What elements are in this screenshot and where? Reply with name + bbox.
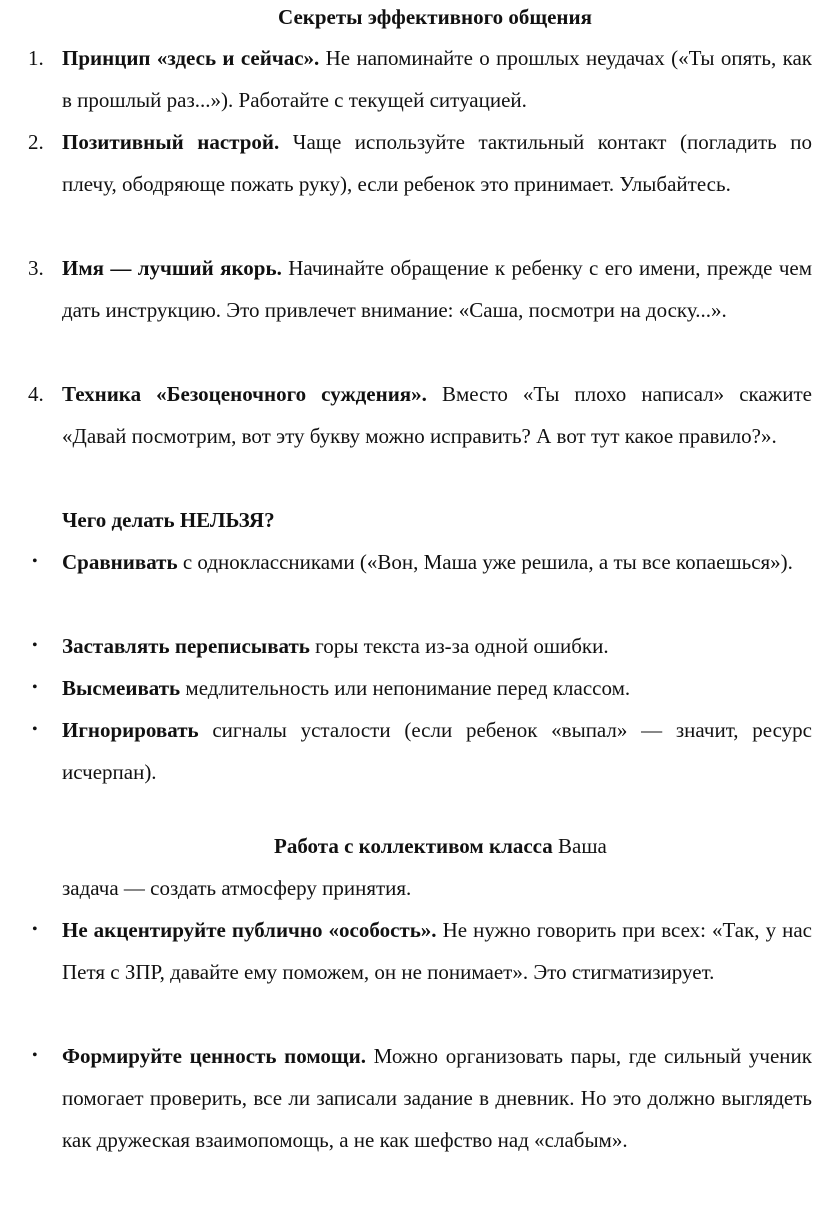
numbered-item-2	[28, 121, 813, 205]
bullet-icon: •	[32, 679, 38, 696]
bullet-icon: •	[32, 921, 38, 938]
item-text: горы текста из-за одной ошибки.	[309, 634, 609, 658]
item-number: 1.	[28, 46, 44, 70]
item-lead: Принцип «здесь и сейчас».	[62, 46, 320, 70]
item-lead: Техника «Безоценочного суждения».	[62, 382, 427, 406]
dont-item-2	[32, 625, 812, 667]
item-lead: Имя — лучший якорь.	[62, 256, 282, 280]
item-text: Не нужно говорить при всех: «Так, у нас Петя с ЗПР, давайте ему поможем, он не понимает». Это стигматизирует.	[62, 918, 812, 984]
numbered-item-4	[28, 373, 812, 457]
numbered-item-3	[28, 247, 813, 331]
bullet-icon: •	[32, 1047, 38, 1064]
item-text: Можно организовать пары, где сильный ученик помогает проверить, все ли записали задание в дневник. Но это должно выглядеть как дружеская взаимопомощь, а не как шефство над «слабым».	[62, 1044, 812, 1152]
item-text: Чаще используйте тактильный контакт (погладить по плечу, ободряюще пожать руку), если ребенок это принимает. Улыбайтесь.	[62, 130, 813, 196]
item-lead: Сравнивать	[62, 550, 178, 574]
section-heading-bold: Работа с коллективом класса	[274, 834, 553, 858]
item-lead: Игнорировать	[62, 718, 199, 742]
item-text: медлительность или непонимание перед классом.	[180, 676, 631, 700]
item-lead: Формируйте ценность помощи.	[62, 1044, 366, 1068]
bullet-icon: •	[32, 637, 38, 654]
bullet-icon: •	[32, 721, 38, 738]
item-text: Не напоминайте о прошлых неудачах («Ты опять, как в прошлый раз...»). Работайте с текущей ситуацией.	[62, 46, 812, 112]
dont-item-1	[32, 541, 812, 583]
section-heading	[274, 825, 607, 867]
item-text: с одноклассниками («Вон, Маша уже решила, а ты все копаешься»).	[177, 550, 793, 574]
section-continuation: задача — создать атмосферу принятия.	[62, 876, 412, 900]
item-text: сигналы усталости (если ребенок «выпал» — значит, ресурс исчерпан).	[62, 718, 812, 784]
numbered-item-1	[28, 37, 812, 121]
item-number: 4.	[28, 382, 44, 406]
item-number: 3.	[28, 256, 44, 280]
item-number: 2.	[28, 130, 44, 154]
item-lead: Не акцентируйте публично «особость».	[62, 918, 437, 942]
donts-heading: Чего делать НЕЛЬЗЯ?	[62, 508, 275, 532]
item-lead: Позитивный настрой.	[62, 130, 280, 154]
item-lead: Заставлять переписывать	[62, 634, 310, 658]
item-lead: Высмеивать	[62, 676, 181, 700]
section-heading-rest: Ваша	[552, 834, 607, 858]
dont-item-4	[32, 709, 812, 793]
class-item-2	[32, 1035, 812, 1161]
class-item-1	[32, 909, 812, 993]
item-text: Вместо «Ты плохо написал» скажите «Давай посмотрим, вот эту букву можно исправить? А вот тут какое правило?».	[62, 382, 812, 448]
dont-item-3	[32, 667, 812, 709]
bullet-icon: •	[32, 553, 38, 570]
item-text: Начинайте обращение к ребенку с его имени, прежде чем дать инструкцию. Это привлечет внимание: «Саша, посмотри на доску...».	[62, 256, 813, 322]
page-title: Секреты эффективного общения	[278, 5, 592, 29]
